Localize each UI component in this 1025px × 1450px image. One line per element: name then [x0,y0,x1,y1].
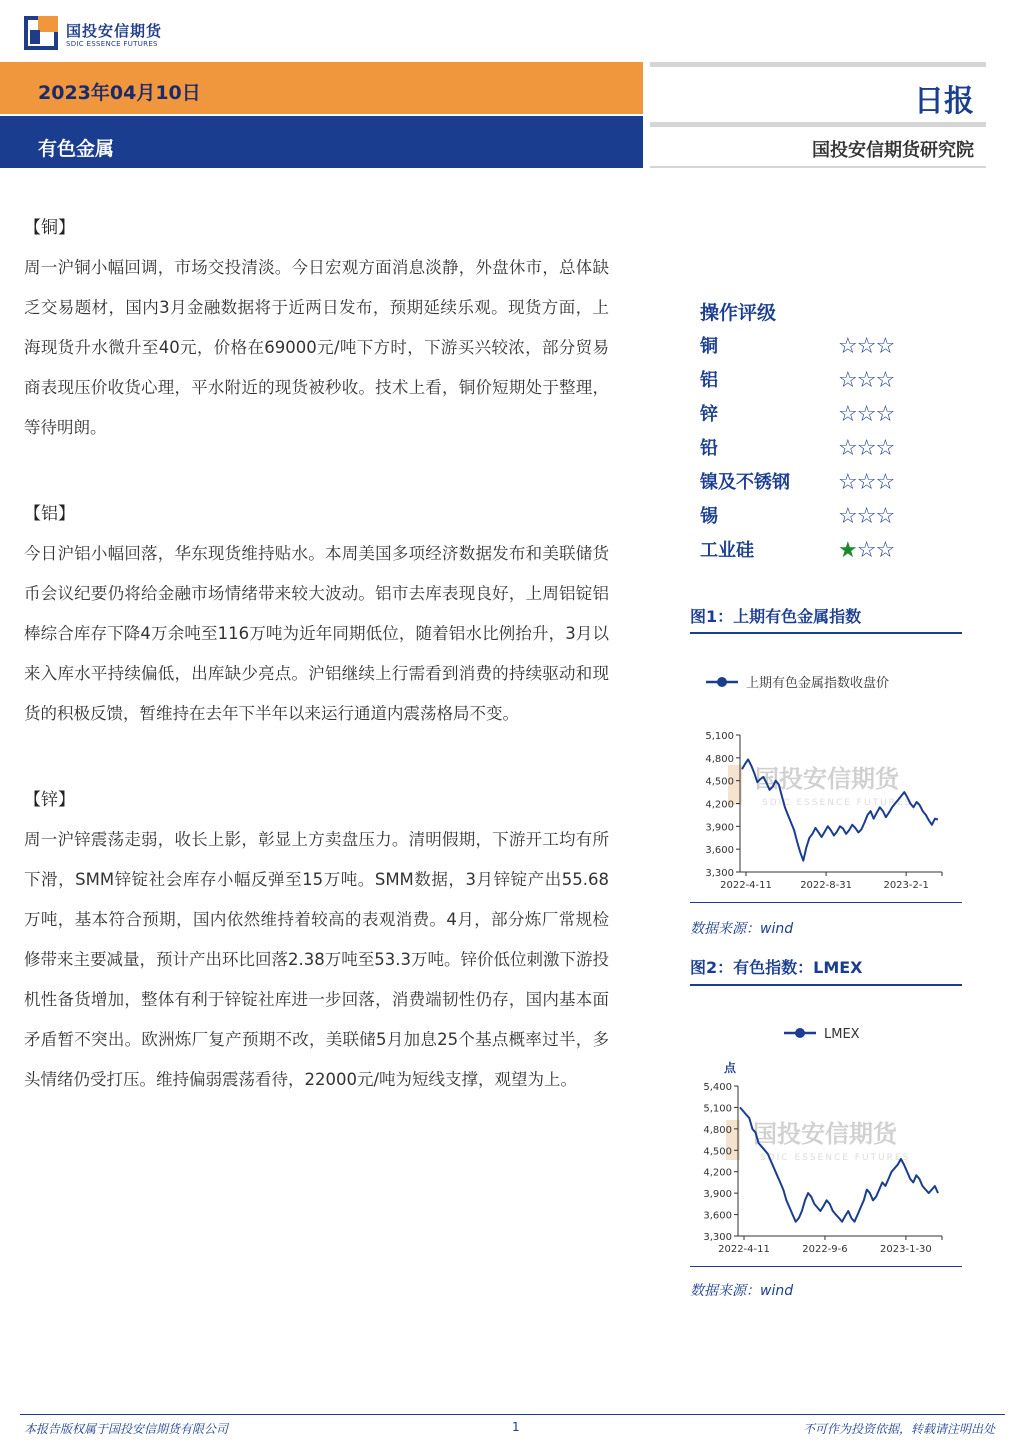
y-tick-label: 4,800 [703,1124,732,1136]
logo-mark-icon [24,16,58,50]
section-aluminum [24,496,609,734]
section-body: 周一沪锌震荡走弱，收长上影，彰显上方卖盘压力。清明假期，下游开工均有所下滑，SMM锌锭社会库存小幅反弹至15万吨。SMM数据，3月锌锭产出55.68万吨，基本符合预期，国内依然维持着较高的表观消费。4月，部分炼厂常规检修带来主要减量，预计产出环比回落2.38万吨至53.3万吨。锌价低位刺激下游投机性备货增加，整体有利于锌锭社库进一步回落，消费端韧性仍存，国内基本面矛盾暂不突出。欧洲炼厂复产预期不改，美联储5月加息25个基点概率过半，多头情绪仍受打压。维持偏弱震荡看待，22000元/吨为短线支撑，观望为上。 [24,830,609,1089]
figure-1-rule-top [690,632,962,634]
y-tick-label: 4,500 [705,776,734,788]
y-tick-label: 3,900 [703,1189,732,1201]
rating-commodity: 铝 [700,370,718,391]
empty-star-icon: ☆☆☆ [838,368,895,393]
y-tick-label: 3,300 [705,868,734,879]
x-tick-label: 2022-8-31 [800,880,852,891]
empty-star-icon: ☆☆ [856,538,895,563]
section-zinc [24,782,609,1100]
page-number: 1 [512,1420,520,1434]
rating-row [700,500,970,534]
y-tick-label: 3,900 [705,822,734,834]
logo-name-cn: 国投安信期货 [66,22,163,40]
rating-row [700,330,970,364]
figure-1-title: 图1：上期有色金属指数 [690,607,862,626]
report-sector: 有色金属 [38,138,115,160]
footer-copyright: 本报告版权属于国投安信期货有限公司 [24,1422,229,1436]
section-copper [24,210,609,448]
empty-star-icon: ☆☆☆ [838,470,895,495]
section-body: 今日沪铝小幅回落，华东现货维持贴水。本周美国多项经济数据发布和美联储货币会议纪要仍将给金融市场情绪带来较大波动。铝市去库表现良好，上周铝锭铝棒综合库存下降4万余吨至116万吨为近年同期低位，随着铝水比例抬升，3月以来入库水平持续偏低，出库缺少亮点。沪铝继续上行需看到消费的持续驱动和现货的积极反馈，暂维持在去年下半年以来运行通道内震荡格局不变。 [24,544,609,723]
rating-row [700,364,970,398]
y-tick-label: 4,800 [705,753,734,765]
watermark-subtext: SDIC ESSENCE FUTURES [762,798,913,808]
legend-marker [795,1028,805,1038]
y-tick-label: 4,200 [705,799,734,811]
report-type-header [650,62,986,168]
section-title: 【铝】 [24,504,75,524]
rating-commodity: 锡 [700,506,718,527]
x-tick-label: 2022-4-11 [720,880,772,891]
y-tick-label: 4,500 [703,1146,732,1158]
commentary-column [24,210,609,1148]
empty-star-icon: ☆☆☆ [838,436,895,461]
rating-commodity: 镍及不锈钢 [700,472,790,493]
x-tick-label: 2022-9-6 [802,1244,848,1255]
legend-label: LMEX [824,1027,860,1042]
watermark-text: 国投安信期货 [755,765,899,793]
y-tick-label: 5,400 [703,1082,732,1093]
rating-title: 操作评级 [700,302,777,324]
logo-name-en: SDIC ESSENCE FUTURES [66,40,158,48]
figure-1-rule-bottom [690,902,962,903]
empty-star-icon: ☆☆☆ [838,334,895,359]
y-tick-label: 3,600 [703,1210,732,1222]
rating-stars [838,398,894,432]
section-body: 周一沪铜小幅回调，市场交投清淡。今日宏观方面消息淡静，外盘休市，总体缺乏交易题材，国内3月金融数据将于近两日发布，预期延续乐观。现货方面，上海现货升水微升至40元，价格在69000元/吨下方时，下游买兴较浓，部分贸易商表现压价收货心理，平水附近的现货被秒收。技术上看，铜价短期处于整理，等待明朗。 [24,258,609,437]
figure-2-svg [680,1010,970,1265]
rating-row [700,432,970,466]
watermark-subtext: SDIC ESSENCE FUTURES [760,1153,911,1163]
watermark-text: 国投安信期货 [753,1120,897,1148]
y-tick-label: 3,300 [703,1232,732,1243]
figure-2-rule-bottom [690,1266,962,1267]
rating-stars [838,466,894,500]
company-logo [24,14,204,54]
y-tick-label: 4,200 [703,1167,732,1179]
rating-stars [838,330,894,364]
footer-rule [20,1414,1005,1415]
empty-star-icon: ☆☆☆ [838,504,895,529]
filled-star-icon: ★ [838,538,857,563]
operation-rating [700,296,970,568]
footer-disclaimer: 不可作为投资依据，转载请注明出处 [802,1422,995,1436]
rating-commodity: 铜 [700,336,718,357]
figure-2-title: 图2：有色指数：LMEX [690,958,863,977]
rating-commodity: 锌 [700,404,718,425]
rating-row [700,398,970,432]
y-tick-label: 5,100 [703,1103,732,1115]
x-tick-label: 2023-2-1 [883,880,929,891]
rating-stars [838,364,894,398]
x-tick-label: 2023-1-30 [880,1244,932,1255]
figure-2-chart [680,1010,970,1265]
rating-row [700,466,970,500]
figure-2-rule-top [690,984,962,986]
figure-2-source: 数据来源：wind [690,1283,794,1299]
header-rule-top [650,62,986,67]
rating-commodity: 铅 [700,438,718,459]
header-rule-bottom [650,166,986,168]
legend-marker [717,677,727,687]
rating-stars [838,432,894,466]
section-title: 【锌】 [24,790,75,810]
report-date: 2023年04月10日 [38,82,201,104]
rating-commodity: 工业硅 [700,540,754,561]
rating-row [700,534,970,568]
rating-stars [838,534,894,568]
y-axis-label: 点 [724,1061,737,1075]
figure-1-svg [680,660,970,900]
rating-stars [838,500,894,534]
x-tick-label: 2022-4-11 [718,1244,770,1255]
figure-1-source: 数据来源：wind [690,921,794,937]
figure-1-chart [680,660,970,900]
header-rule-middle [650,122,986,127]
report-type: 日报 [914,84,974,119]
section-title: 【铜】 [24,218,75,238]
empty-star-icon: ☆☆☆ [838,402,895,427]
y-tick-label: 5,100 [705,731,734,742]
legend-label: 上期有色金属指数收盘价 [746,676,890,691]
institute-name: 国投安信期货研究院 [812,140,974,161]
y-tick-label: 3,600 [705,845,734,857]
